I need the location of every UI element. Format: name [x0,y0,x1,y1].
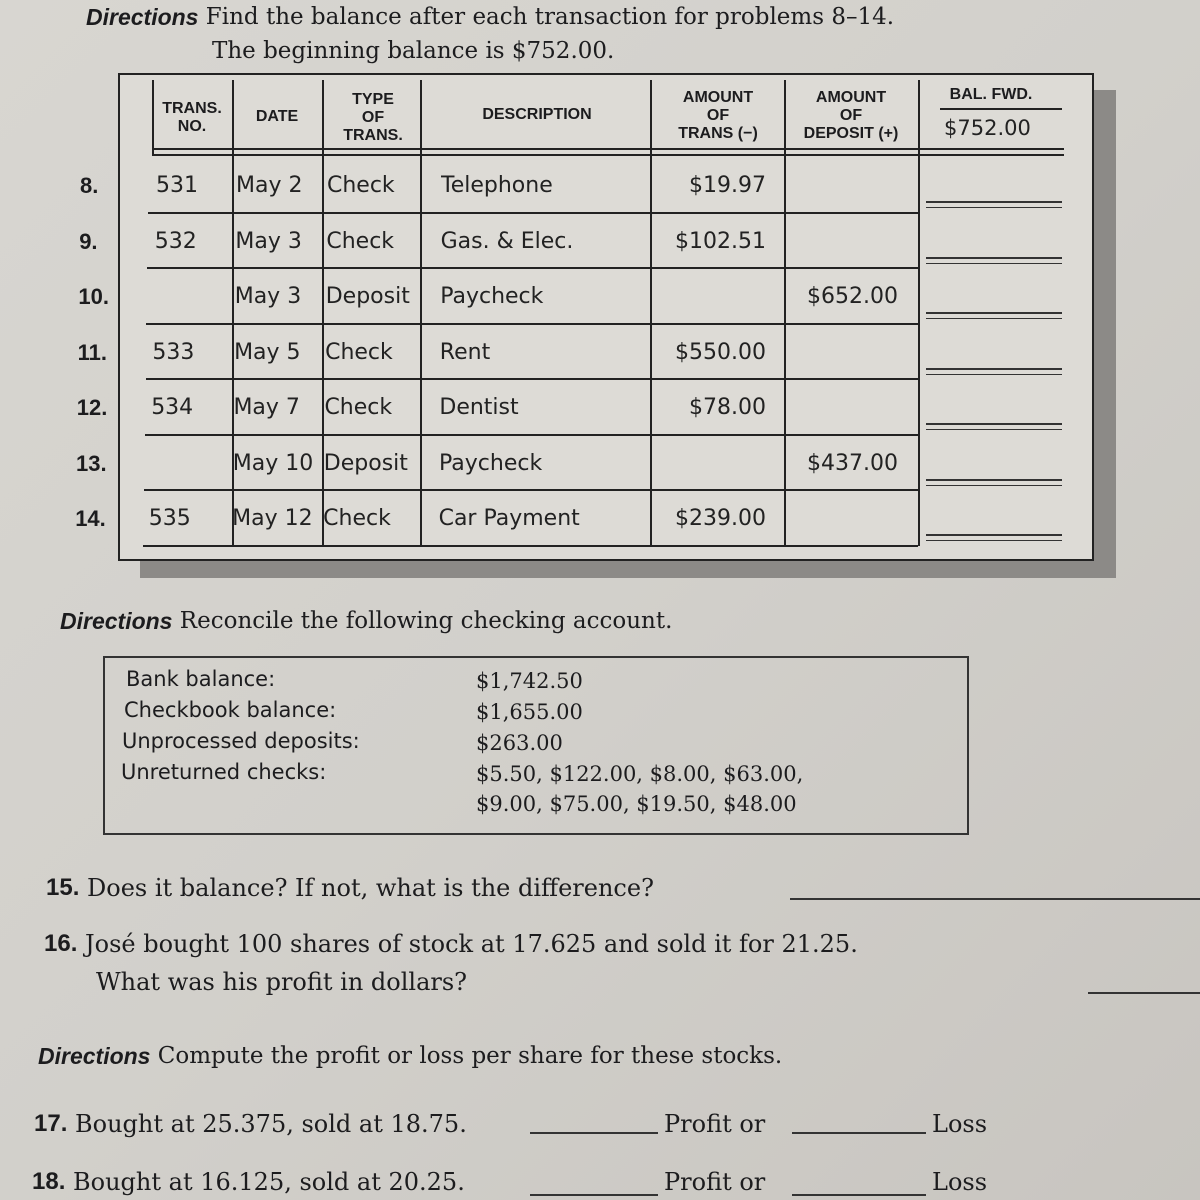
date: May 3 [235,228,302,254]
row-divider [146,323,918,325]
row-number: 9. [79,228,98,254]
date: May 5 [234,339,301,365]
unreturned-checks-label: Unreturned checks: [121,760,327,784]
amount-trans: $550.00 [675,339,766,365]
row-divider [144,489,918,491]
type: Check [323,506,391,531]
type: Check [327,173,395,198]
header-amount-trans: AMOUNT OF TRANS (−) [678,89,758,142]
date: May 12 [232,506,313,531]
unprocessed-deposits-value: $263.00 [476,731,563,755]
row-divider [145,434,918,436]
profit-line-18[interactable] [530,1194,658,1196]
amount-trans: $239.00 [675,506,766,531]
balance-answer-line[interactable] [926,534,1062,536]
balance-answer-line-underline [926,540,1062,541]
directions-text: Find the balance after each transaction for problems 8–14. [205,4,895,30]
row-divider [147,267,918,269]
profit-label-18: Profit or [664,1168,766,1196]
balance-answer-line[interactable] [926,423,1062,425]
question-16-line-2: What was his profit in dollars? [96,968,468,996]
header-bal-fwd: BAL. FWD. [949,86,1033,103]
balance-answer-line-underline [926,207,1062,208]
balance-answer-line-underline [926,263,1062,264]
directions-label: Directions [86,4,199,30]
amount-trans: $102.51 [675,228,766,254]
date: May 7 [233,395,300,420]
row-number: 12. [76,395,108,420]
column-divider [152,80,154,155]
balance-answer-line[interactable] [926,479,1062,481]
row-number: 14. [75,506,106,531]
question-15: 15. Does it balance? If not, what is the difference? [46,874,654,902]
question-18: 18. Bought at 16.125, sold at 20.25. [32,1168,465,1196]
description: Paycheck [439,450,543,476]
balance-answer-line[interactable] [926,201,1062,203]
directions-2: Directions Reconcile the following checking account. [60,608,673,634]
row-divider [146,378,918,380]
description: Telephone [441,173,553,198]
column-divider [650,80,652,546]
row-divider [148,212,918,214]
description: Paycheck [440,284,544,309]
row-number: 10. [78,284,109,309]
header-amount-deposit: AMOUNT OF DEPOSIT (+) [803,89,899,142]
description: Rent [439,339,491,365]
check-register-table [118,73,1094,561]
profit-label-17: Profit or [664,1110,766,1138]
answer-line-15[interactable] [790,898,1200,900]
loss-line-17[interactable] [792,1132,926,1134]
loss-line-18[interactable] [792,1194,926,1196]
type: Deposit [323,450,408,476]
type: Deposit [325,284,410,309]
unreturned-checks-line-2: $9.00, $75.00, $19.50, $48.00 [476,792,797,816]
directions-1 [86,4,894,30]
row-number: 8. [80,173,99,198]
loss-label-18: Loss [932,1168,988,1196]
beginning-balance: $752.00 [944,116,1031,140]
unprocessed-deposits-label: Unprocessed deposits: [122,729,360,753]
checkbook-balance-value: $1,655.00 [476,700,583,724]
question-17: 17. Bought at 25.375, sold at 18.75. [34,1110,467,1138]
amount-deposit: $652.00 [807,284,898,309]
bank-balance-value: $1,742.50 [476,669,583,693]
column-divider [420,80,422,546]
balance-answer-line[interactable] [926,257,1062,259]
answer-line-16[interactable] [1088,992,1200,994]
profit-line-17[interactable] [530,1132,658,1134]
header-description: DESCRIPTION [482,106,592,123]
amount-trans: $78.00 [689,395,766,420]
loss-label-17: Loss [932,1110,988,1138]
type: Check [324,395,393,420]
trans-no: 533 [152,339,195,365]
description: Gas. & Elec. [440,228,574,254]
trans-no: 532 [154,228,197,254]
checkbook-balance-label: Checkbook balance: [124,698,337,722]
row-divider [143,545,918,547]
amount-deposit: $437.00 [807,450,898,476]
header-trans-no: TRANS. NO. [162,100,222,135]
balance-answer-line-underline [926,374,1062,375]
type: Check [325,339,393,365]
row-number: 11. [77,339,107,365]
date: May 2 [236,173,303,198]
balance-answer-line-underline [926,429,1062,430]
header-date: DATE [255,108,299,125]
type: Check [326,228,395,254]
date: May 3 [234,284,302,309]
column-divider [918,80,920,546]
balance-answer-line[interactable] [926,368,1062,370]
trans-no: 531 [156,173,198,198]
balance-answer-line-underline [926,485,1062,486]
directions-3: Directions Compute the profit or loss per share for these stocks. [38,1043,783,1069]
description: Dentist [439,395,519,420]
balance-answer-line[interactable] [926,312,1062,314]
balance-answer-line-underline [926,318,1062,319]
description: Car Payment [438,506,580,531]
row-number: 13. [76,450,107,476]
header-type: TYPE OF TRANS. [343,91,403,144]
trans-no: 534 [151,395,194,420]
trans-no: 535 [148,506,191,531]
date: May 10 [232,450,314,476]
unreturned-checks-line-1: $5.50, $122.00, $8.00, $63.00, [476,762,804,786]
question-16: 16. José bought 100 shares of stock at 17.625 and sold it for 21.25. [44,930,858,958]
amount-trans: $19.97 [689,173,766,198]
directions-text-2: The beginning balance is $752.00. [212,38,615,64]
bank-balance-label: Bank balance: [126,667,276,691]
